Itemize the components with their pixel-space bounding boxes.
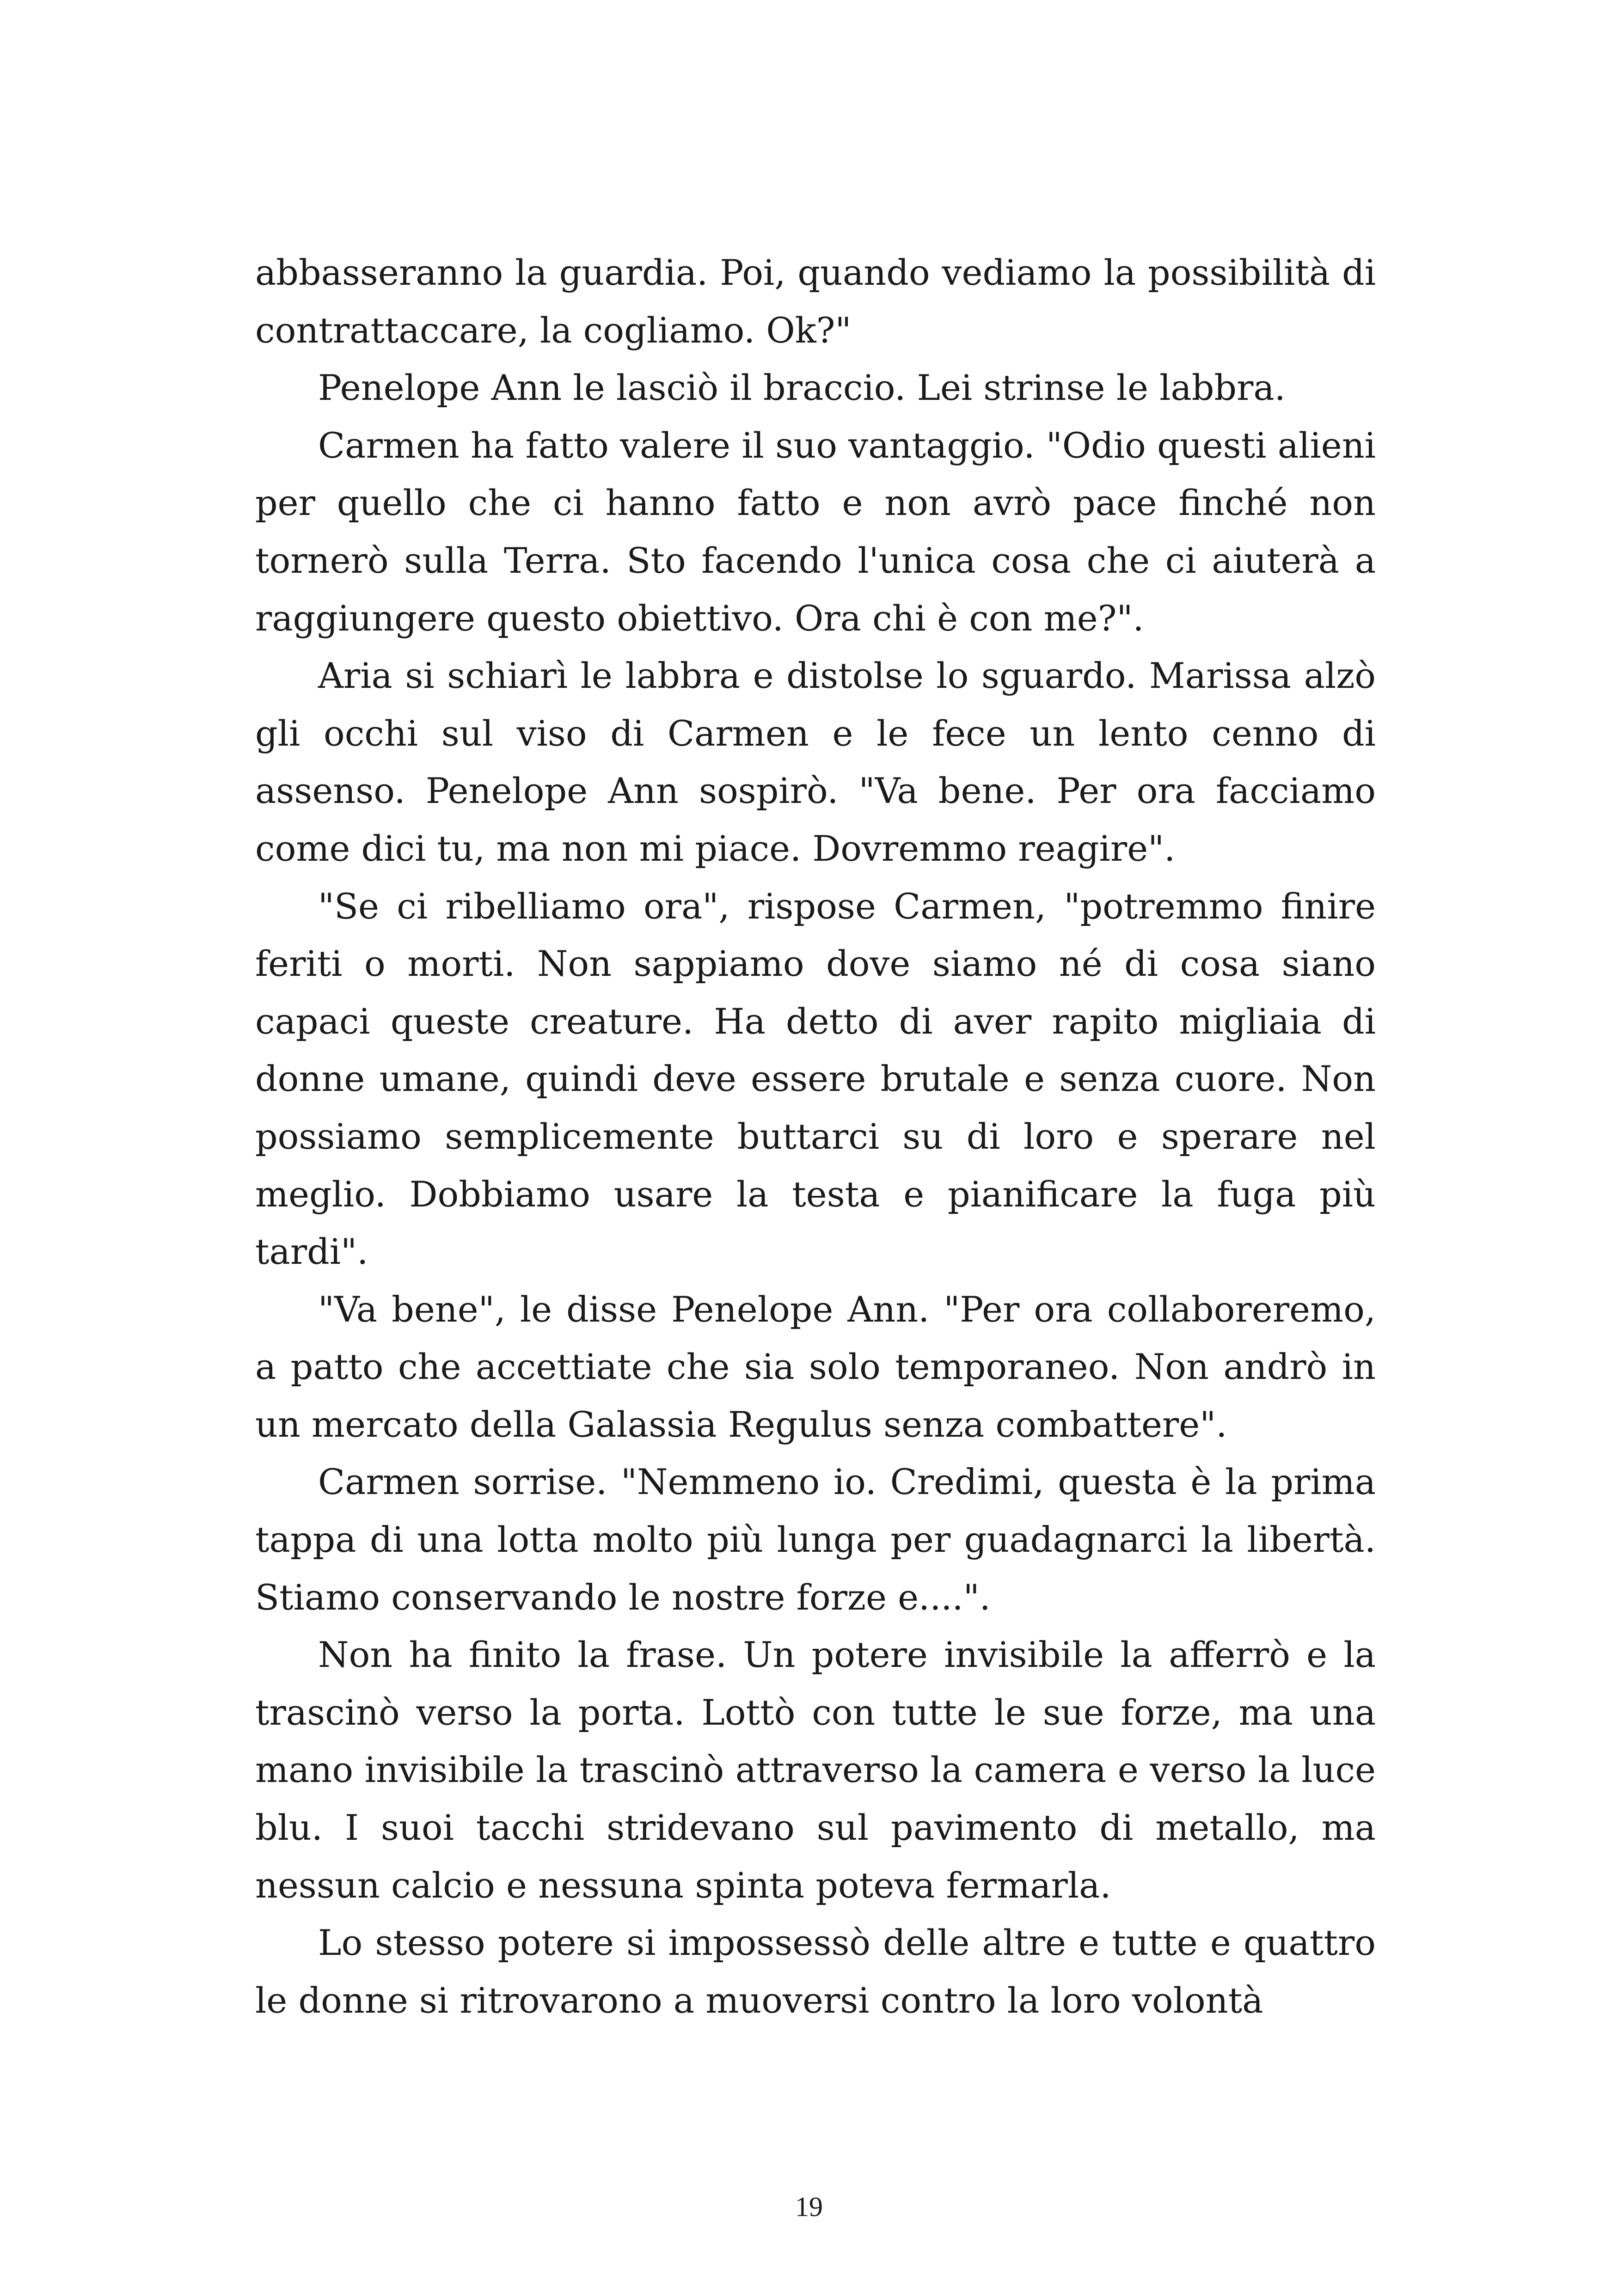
paragraph: "Se ci ribelliamo ora", rispose Carmen, "potremmo finire feriti o morti. Non sappiamo dove siamo né di cosa siano capaci queste creature. Ha detto di aver rapito migliaia di donne umane, quindi deve essere brutale e senza cuore. Non possiamo semplicemente buttarci su di loro e sperare nel meglio. Dobbiamo usare la testa e pianificare la fuga più tardi". [255,885,1376,1273]
paragraph: Aria si schiarì le labbra e distolse lo sguardo. Marissa alzò gli occhi sul viso di Carmen e le fece un lento cenno di assenso. Penelope Ann sospirò. "Va bene. Per ora facciamo come dici tu, ma non mi piace. Dovremmo reagire". [255,655,1376,869]
paragraph: Penelope Ann le lasciò il braccio. Lei strinse le labbra. [318,367,1286,409]
paragraph: Carmen sorrise. "Nemmeno io. Credimi, questa è la prima tappa di una lotta molto più lunga per guadagnarci la libertà. Stiamo conservando le nostre forze e....". [255,1461,1376,1618]
paragraph: Non ha finito la frase. Un potere invisibile la afferrò e la trascinò verso la porta. Lottò con tutte le sue forze, ma una mano invisibile la trascinò attraverso la camera e verso la luce blu. I suoi tacchi stridevano sul pavimento di metallo, ma nessun calcio e nessuna spinta poteva fermarla. [255,1634,1376,1906]
body-text [255,244,1376,2029]
paragraph: "Va bene", le disse Penelope Ann. "Per ora collaboreremo, a patto che accettiate che sia solo temporaneo. Non andrò in un mercato della Galassia Regulus senza combattere". [255,1288,1376,1445]
paragraph: abbasseranno la guardia. Poi, quando vediamo la possibilità di contrattaccare, la cogliamo. Ok?" [255,252,1376,351]
page-number: 19 [795,2192,823,2222]
paragraph: Carmen ha fatto valere il suo vantaggio. "Odio questi alieni per quello che ci hanno fatto e non avrò pace finché non tornerò sulla Terra. Sto facendo l'unica cosa che ci aiuterà a raggiungere questo obiettivo. Ora chi è con me?". [255,424,1376,639]
paragraph: Lo stesso potere si impossessò delle altre e tutte e quattro le donne si ritrovarono a muoversi contro la loro volontà [255,1922,1376,2021]
